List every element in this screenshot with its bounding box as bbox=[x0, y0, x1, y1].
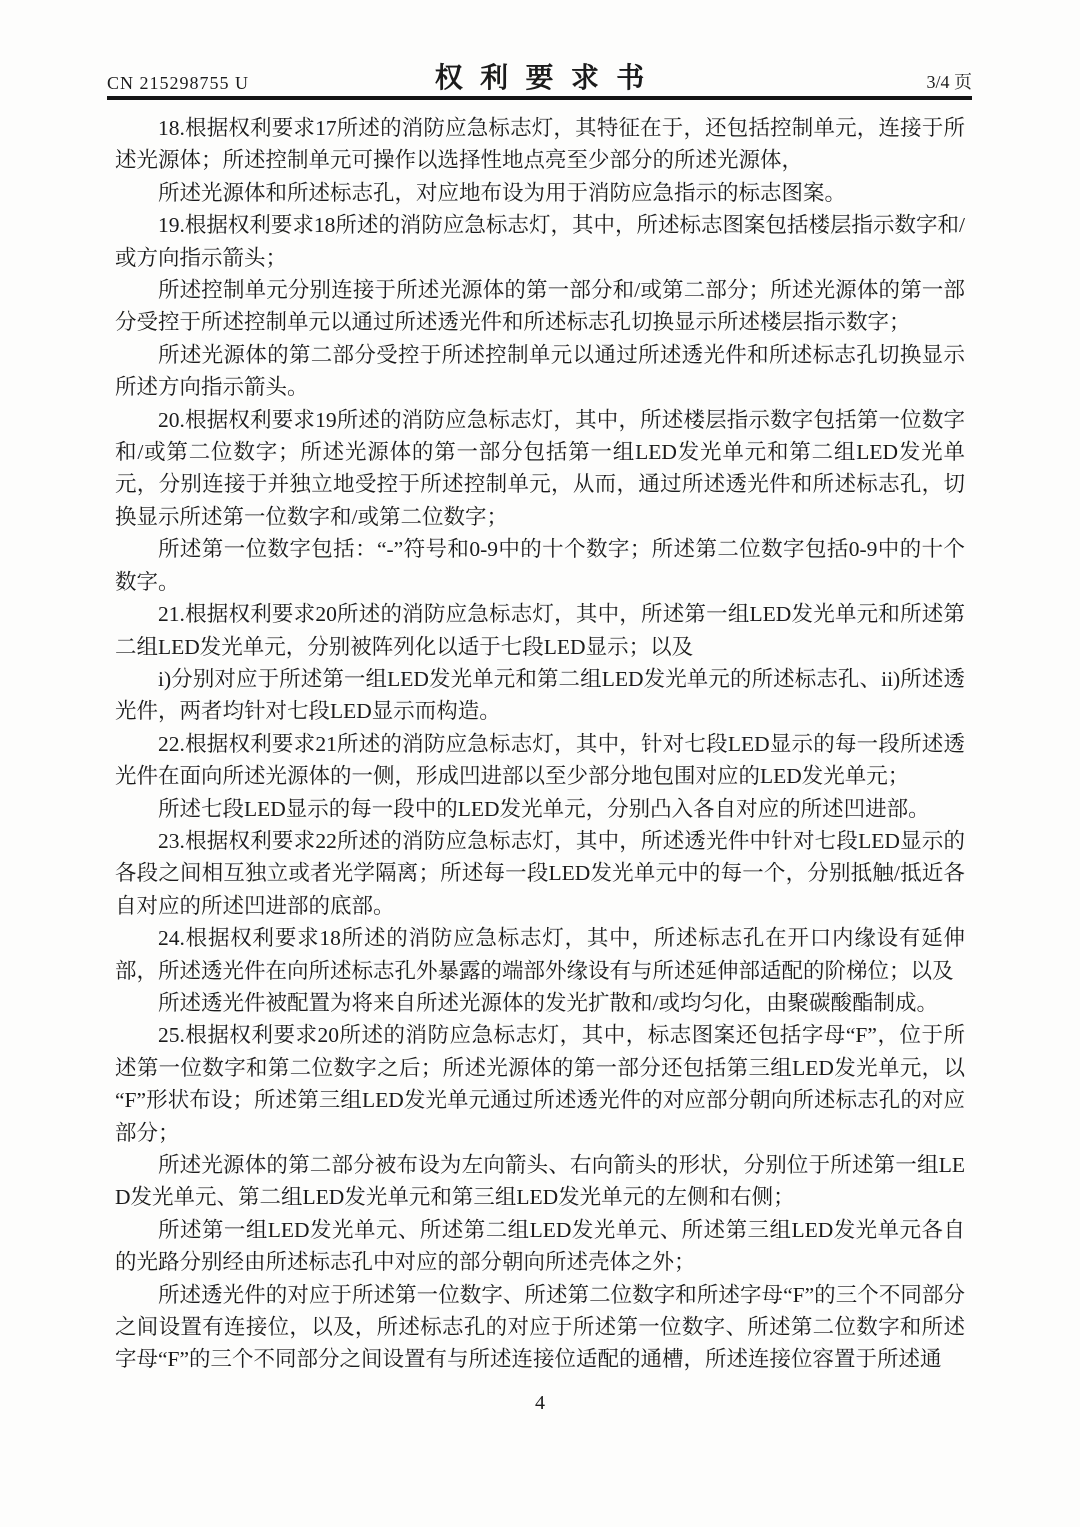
claim-paragraph: 所述光源体和所述标志孔，对应地布设为用于消防应急指示的标志图案。 bbox=[158, 180, 847, 205]
claim-paragraph: 所述透光件被配置为将来自所述光源体的发光扩散和/或均匀化，由聚碳酸酯制成。 bbox=[158, 990, 938, 1015]
claim-paragraph: 23.根据权利要求22所述的消防应急标志灯，其中，所述透光件中针对七段LED显示的各段之间相互独立或者光学隔离；所述每一段LED发光单元中的每一个，分别抵触/抵近各自对应的所述凹进部的底部。 bbox=[115, 828, 965, 918]
publication-number: CN 215298755 U bbox=[107, 73, 250, 93]
claim-paragraph: 19.根据权利要求18所述的消防应急标志灯，其中，所述标志图案包括楼层指示数字和/或方向指示箭头； bbox=[115, 213, 965, 270]
claim-paragraph: 18.根据权利要求17所述的消防应急标志灯，其特征在于，还包括控制单元，连接于所述光源体；所述控制单元可操作以选择性地点亮至少部分的所述光源体， bbox=[115, 116, 965, 173]
document-title: 权利要求书 bbox=[434, 63, 662, 94]
header-divider-rule bbox=[107, 96, 972, 100]
claim-paragraph: 所述第一组LED发光单元、所述第二组LED发光单元、所述第三组LED发光单元各自的光路分别经由所述标志孔中对应的部分朝向所述壳体之外； bbox=[115, 1217, 965, 1275]
claim-paragraph: 20.根据权利要求19所述的消防应急标志灯，其中，所述楼层指示数字包括第一位数字和/或第二位数字；所述光源体的第一部分包括第一组LED发光单元和第二组LED发光单元，分别连接于并独立地受控于所述控制单元，从而，通过所述透光件和所述标志孔，切换显示所述第一位数字和/或第二位数字； bbox=[115, 407, 965, 529]
claim-paragraph: 所述光源体的第二部分受控于所述控制单元以通过所述透光件和所述标志孔切换显示所述方向指示箭头。 bbox=[115, 342, 965, 400]
claim-paragraph: 所述光源体的第二部分被布设为左向箭头、右向箭头的形状，分别位于所述第一组LED发光单元、第二组LED发光单元和第三组LED发光单元的左侧和右侧； bbox=[115, 1153, 965, 1210]
page-number: 4 bbox=[535, 1392, 545, 1414]
claim-paragraph: 所述透光件的对应于所述第一位数字、所述第二位数字和所述字母“F”的三个不同部分之间设置有连接位，以及，所述标志孔的对应于所述第一位数字、所述第二位数字和所述字母“F”的三个不同部分之间设置有与所述连接位适配的通槽，所述连接位容置于所述通 bbox=[115, 1282, 965, 1372]
claim-paragraph: 22.根据权利要求21所述的消防应急标志灯，其中，针对七段LED显示的每一段所述透光件在面向所述光源体的一侧，形成凹进部以至少部分地包围对应的LED发光单元； bbox=[115, 731, 965, 789]
claim-paragraph: 24.根据权利要求18所述的消防应急标志灯，其中，所述标志孔在开口内缘设有延伸部，所述透光件在向所述标志孔外暴露的端部外缘设有与所述延伸部适配的阶梯位；以及 bbox=[115, 926, 965, 983]
page-indicator: 3/4 页 bbox=[926, 72, 972, 92]
claim-paragraph: 所述七段LED显示的每一段中的LED发光单元，分别凸入各自对应的所述凹进部。 bbox=[158, 796, 930, 821]
claim-paragraph: 所述控制单元分别连接于所述光源体的第一部分和/或第二部分；所述光源体的第一部分受控于所述控制单元以通过所述透光件和所述标志孔切换显示所述楼层指示数字； bbox=[115, 278, 965, 335]
claim-paragraph: 25.根据权利要求20所述的消防应急标志灯，其中，标志图案还包括字母“F”，位于所述第一位数字和第二位数字之后；所述光源体的第一部分还包括第三组LED发光单元，以“F”形状布设；所述第三组LED发光单元通过所述透光件的对应部分朝向所述标志孔的对应部分； bbox=[115, 1023, 965, 1145]
claim-paragraph: 21.根据权利要求20所述的消防应急标志灯，其中，所述第一组LED发光单元和所述第二组LED发光单元，分别被阵列化以适于七段LED显示；以及 bbox=[115, 602, 965, 659]
claim-paragraph: i)分别对应于所述第一组LED发光单元和第二组LED发光单元的所述标志孔、ii)所述透光件，两者均针对七段LED显示而构造。 bbox=[115, 666, 965, 724]
claim-paragraph: 所述第一位数字包括：“-”符号和0-9中的十个数字；所述第二位数字包括0-9中的十个数字。 bbox=[115, 537, 965, 594]
page-header bbox=[107, 60, 972, 94]
claims-body bbox=[115, 112, 965, 1376]
